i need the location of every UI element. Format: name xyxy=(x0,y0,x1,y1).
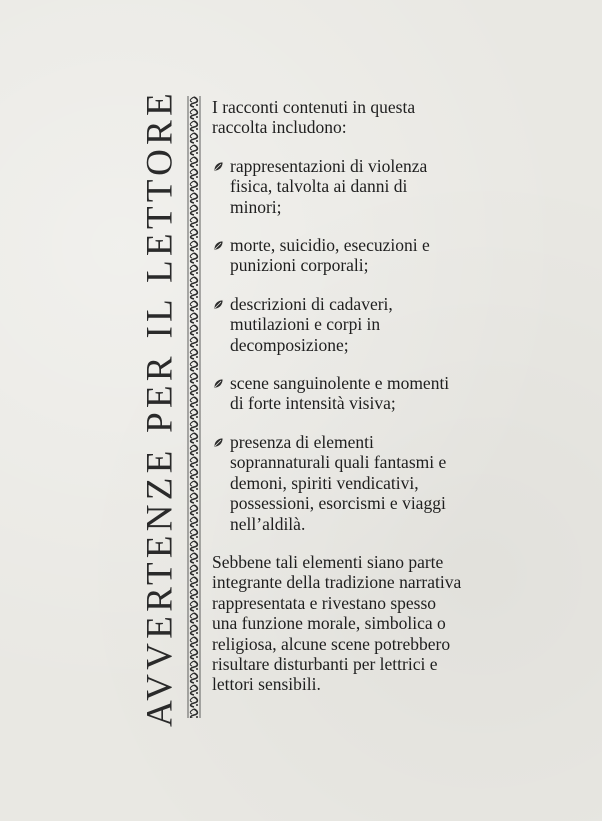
list-item-text: presenza di elementi soprannaturali quali fantasmi e demoni, spiriti vendicativi, possessioni, esorcismi e viaggi nell’aldilà. xyxy=(230,431,447,534)
warning-content xyxy=(212,97,462,695)
list-item xyxy=(212,373,462,414)
content-warning-list xyxy=(212,156,462,534)
list-item xyxy=(212,156,462,217)
leaf-bullet-icon xyxy=(212,298,225,311)
list-item xyxy=(212,235,462,276)
list-item xyxy=(212,432,462,534)
leaf-bullet-icon xyxy=(212,436,225,449)
ornamental-divider xyxy=(187,96,201,718)
closing-paragraph: Sebbene tali elementi siano parte integrante della tradizione narrativa rappresentata e rivestano spesso una funzione morale, simbolica o religiosa, alcune scene potrebbero risultare disturbanti per lettrici e lettori sensibili. xyxy=(212,551,462,695)
page-title: AVVERTENZE PER IL LETTORE xyxy=(139,89,181,727)
list-item-text: descrizioni di cadaveri, mutilazioni e corpi in decomposizione; xyxy=(230,293,393,355)
leaf-bullet-icon xyxy=(212,239,225,252)
list-item-text: scene sanguinolente e momenti di forte intensità visiva; xyxy=(230,373,450,414)
leaf-bullet-icon xyxy=(212,377,225,390)
intro-text: I racconti contenuti in questa raccolta includono: xyxy=(212,97,416,138)
list-item-text: rappresentazioni di violenza fisica, talvolta ai danni di minori; xyxy=(230,155,428,217)
leaf-bullet-icon xyxy=(212,160,225,173)
list-item-text: morte, suicidio, esecuzioni e punizioni corporali; xyxy=(230,235,430,276)
list-item xyxy=(212,294,462,355)
